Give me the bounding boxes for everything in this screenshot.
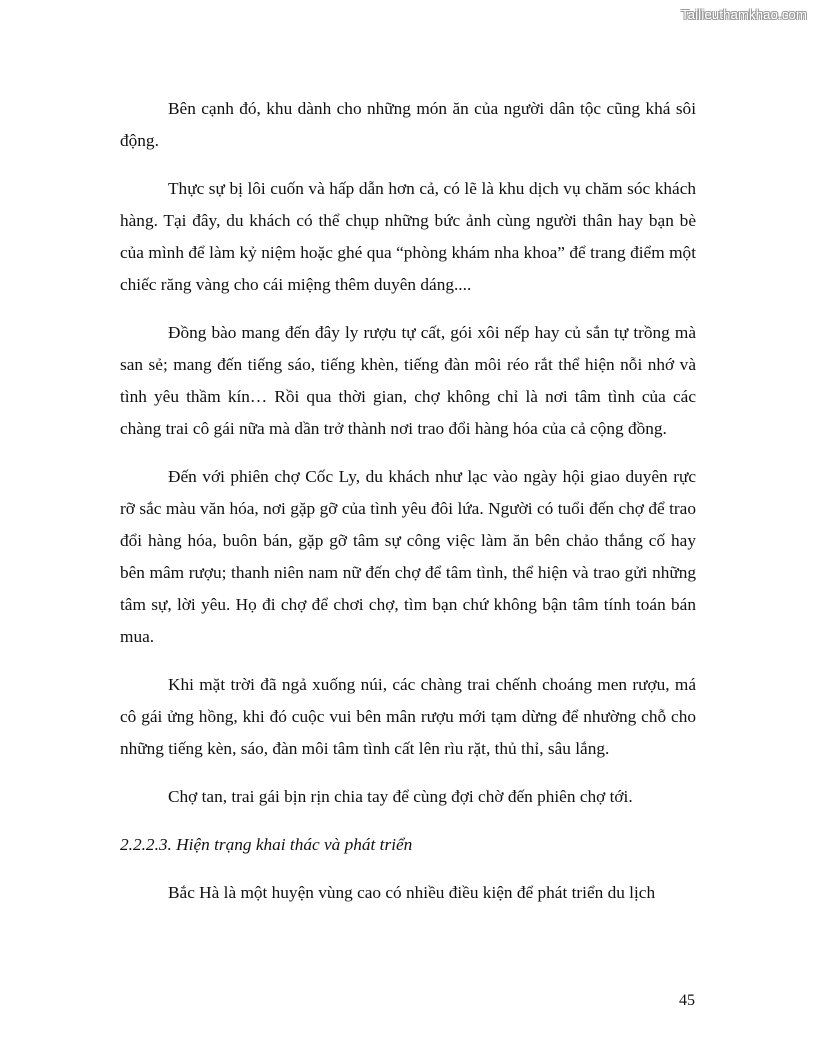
paragraph-food-area: Bên cạnh đó, khu dành cho những món ăn của người dân tộc cũng khá sôi động. xyxy=(120,99,696,150)
page-number: 45 xyxy=(679,992,695,1009)
paragraph-bac-ha: Bắc Hà là một huyện vùng cao có nhiều điều kiện để phát triển du lịch xyxy=(168,883,656,902)
paragraph-market-end: Chợ tan, trai gái bịn rịn chia tay để cùng đợi chờ đến phiên chợ tới. xyxy=(168,787,633,806)
paragraph-sunset: Khi mặt trời đã ngả xuống núi, các chàng trai chếnh choáng men rượu, má cô gái ửng hồng, khi đó cuộc vui bên mân rượu mới tạm dừng để nhường chỗ cho những tiếng kèn, sáo, đàn môi tâm tình cất lên rìu rặt, thủ thỉ, sâu lắng. xyxy=(120,675,696,758)
paragraph-community-exchange: Đồng bào mang đến đây ly rượu tự cất, gói xôi nếp hay củ sắn tự trồng mà san sẻ; mang đến tiếng sáo, tiếng khèn, tiếng đàn môi réo rắt thể hiện nỗi nhớ và tình yêu thầm kín… Rồi qua thời gian, chợ không chỉ là nơi tâm tình của các chàng trai cô gái nữa mà dần trở thành nơi trao đổi hàng hóa của cả cộng đồng. xyxy=(120,323,696,438)
section-heading: 2.2.2.3. Hiện trạng khai thác và phát triển xyxy=(120,835,413,854)
paragraph-coc-ly-market: Đến với phiên chợ Cốc Ly, du khách như lạc vào ngày hội giao duyên rực rỡ sắc màu văn hóa, nơi gặp gỡ của tình yêu đôi lứa. Người có tuổi đến chợ để trao đổi hàng hóa, buôn bán, gặp gỡ tâm sự công việc làm ăn bên chảo thắng cố hay bên mâm rượu; thanh niên nam nữ đến chợ để tâm tình, thể hiện và trao gửi những tâm sự, lời yêu. Họ đi chợ để chơi chợ, tìm bạn chứ không bận tâm tính toán bán mua. xyxy=(120,467,696,646)
paragraph-customer-service: Thực sự bị lôi cuốn và hấp dẫn hơn cả, có lẽ là khu dịch vụ chăm sóc khách hàng. Tại đây, du khách có thể chụp những bức ảnh cùng người thân hay bạn bè của mình để làm kỷ niệm hoặc ghé qua “phòng khám nha khoa” để trang điểm một chiếc răng vàng cho cái miệng thêm duyên dáng.... xyxy=(120,179,696,294)
watermark-text: Tailieuthamkhao.com xyxy=(681,7,807,22)
document-body xyxy=(120,93,696,925)
